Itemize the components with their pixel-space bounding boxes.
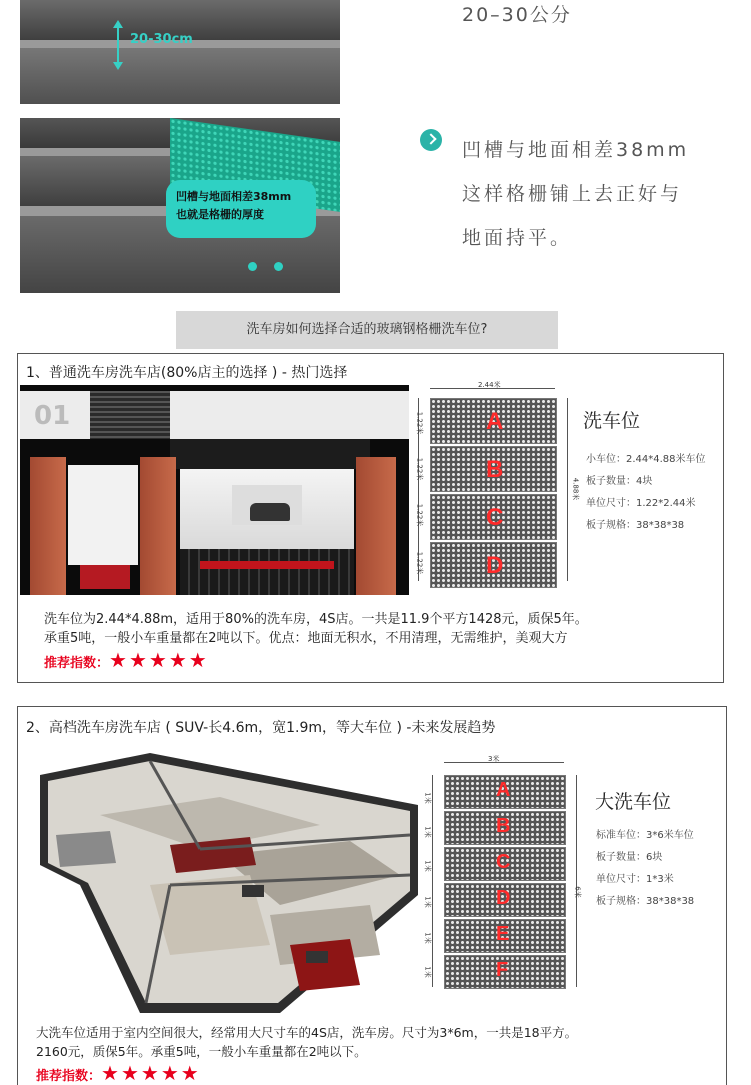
photo-dimension-label: 20-30cm: [130, 32, 193, 47]
panel-description: 大洗车位适用于室内空间很大，经常用大尺寸车的4S店，洗车房。尺寸为3*6m，一共是18平方。 2160元，质保5年。承重5吨，一般小车重量都在2吨以下。: [36, 1025, 578, 1059]
chevron-right-icon: [420, 129, 442, 151]
spec-title: 大洗车位: [595, 791, 672, 813]
width-dimension: 3米: [488, 755, 500, 763]
star-icon: ★: [109, 648, 127, 672]
star-icon: ★: [148, 648, 167, 672]
star-icon: ★: [188, 648, 207, 672]
recommendation-rating: 推荐指数：★ ★ ★ ★ ★: [36, 1061, 199, 1085]
spec-list: 标准车位：3*6米车位 板子数量：6块 单位尺寸：1*3米 板子规格：38*38*38: [596, 830, 695, 907]
grating-install-photo: [20, 118, 340, 293]
star-icon: ★: [120, 1061, 139, 1085]
width-dimension: 2.44米: [478, 381, 501, 389]
height-dimension: 6米: [573, 886, 582, 898]
panel-large-wash-bay: 2、高档洗车房洗车店 ( SUV-长4.6m，宽1.9m，等大车位 ) -未来发展趋势 3米 1米 1米 1米 1米 1米 1米 6米 A B C D E F 大洗车位 标准车位：3*6米车位 板子数量：6块 单位尺寸：1*3米 板子规格：38*38*38 大洗车位适用于室内空间很大，经常用大尺寸车的4S店，洗车房。尺寸为3*6m，一共是18平方。 2160元，质保5年。承重5吨，一般小车重量都在2吨以下。 推荐指数：★ ★ ★ ★ ★: [17, 706, 727, 1085]
bullet-description: 凹槽与地面相差38mm 这样格栅铺上去正好与 地面持平。: [462, 139, 690, 249]
star-icon: ★: [128, 648, 147, 672]
floor-plan-image: [20, 745, 418, 1015]
section-title: 洗车房如何选择合适的玻璃钢格栅洗车位?: [176, 311, 558, 349]
height-dimension: 4.88米: [571, 477, 580, 501]
star-icon: ★: [180, 1061, 199, 1085]
panel-title: 1、普通洗车房洗车店(80%店主的选择 ) - 热门选择: [26, 365, 348, 381]
panel-standard-wash-bay: 1、普通洗车房洗车店(80%店主的选择 ) - 热门选择 01 2.44米 1.22米 1.22米 1.22米 1.22米 4.88米 A B C D 洗车位 小车位：2.44*4.88米车位 板子数量：4块 单位尺寸：1.22*2.44米 板子规格：38*38*38 洗车位为2.44*4.88m，适用于80%的洗车房，4S店。一共是11.9个平方1428元，质保5年。 承重5吨，一般小车重量都在2吨以下。优点：地面无积水，不用清理，无需维护，美观大方 推荐指数：★ ★ ★ ★ ★: [17, 353, 724, 683]
panel-title: 2、高档洗车房洗车店 ( SUV-长4.6m，宽1.9m，等大车位 ) -未来发展趋势: [26, 720, 496, 736]
star-icon: ★: [168, 648, 187, 672]
star-icon: ★: [140, 1061, 159, 1085]
panel-description: 洗车位为2.44*4.88m，适用于80%的洗车房，4S店。一共是11.9个平方1428元，质保5年。 承重5吨，一般小车重量都在2吨以下。优点：地面无积水，不用清理，无需维护，美观大方: [44, 612, 588, 646]
spec-list: 小车位：2.44*4.88米车位 板子数量：4块 单位尺寸：1.22*2.44米 板子规格：38*38*38: [586, 454, 706, 531]
car-wash-shop-image: [20, 385, 409, 595]
star-icon: ★: [101, 1061, 119, 1085]
callout-bubble: 凹槽与地面相差38mm 也就是格栅的厚度: [166, 180, 316, 238]
step-photo-top: [20, 0, 340, 104]
recommendation-rating: 推荐指数：★ ★ ★ ★ ★: [44, 648, 207, 672]
dimension-arrow-icon: [112, 20, 124, 70]
shop-sign-number: 01: [34, 401, 71, 431]
spec-title: 洗车位: [583, 410, 641, 432]
star-icon: ★: [160, 1061, 179, 1085]
depth-dimension-text: 20–30公分: [462, 4, 572, 26]
